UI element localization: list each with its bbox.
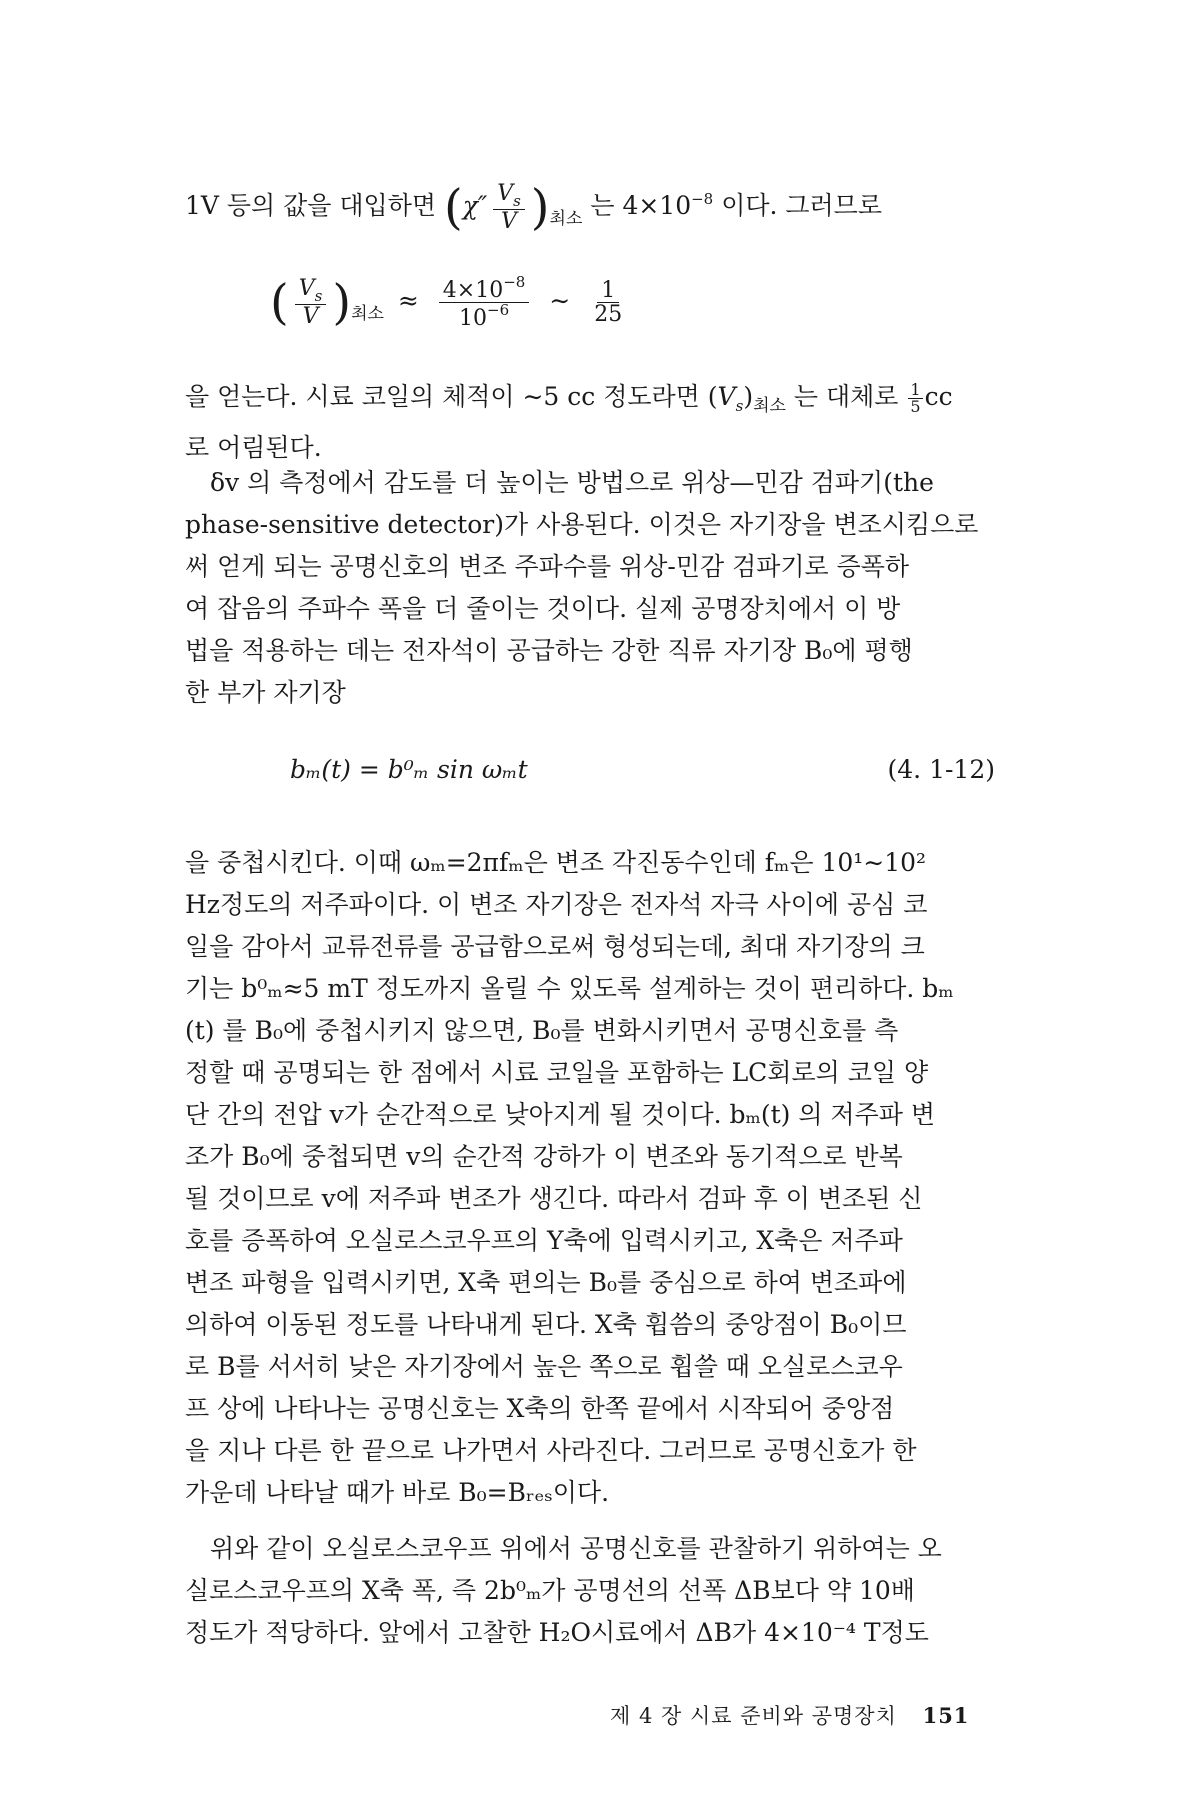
paragraph-1 [185,376,995,469]
p1-vsub: s [735,397,744,415]
frac-den: V [501,209,517,235]
p3-line: 될 것이므로 v에 저주파 변조가 생긴다. 따라서 검파 후 이 변조된 신 [185,1184,923,1213]
p1-frac-d: 5 [910,397,921,416]
paragraph-4 [185,1528,995,1654]
p1-line2: 로 어림된다. [185,433,322,462]
lhs-num-sub: s [314,286,323,305]
page-footer [610,1700,969,1730]
p1-line1-c: 는 대체로 [793,382,899,411]
p2-line5: 법을 적용하는 데는 전자석이 공급하는 강한 직류 자기장 B₀에 평행 [185,636,913,665]
top-line [185,178,995,240]
p3-line: 조가 B₀에 중첩되면 v의 순간적 강하가 이 변조와 동기적으로 반복 [185,1142,903,1171]
p3-line: Hz정도의 저주파이다. 이 변조 자기장은 전자석 자극 사이에 공심 코 [185,890,928,919]
rhs-den: 25 [594,302,623,328]
p3-line: 을 지나 다른 한 끝으로 나가면서 사라진다. 그러므로 공명신호가 한 [185,1436,917,1465]
equation-4-1-12 [185,755,995,795]
top-line-suffix: 는 4×10 [590,191,692,220]
p3-line: 변조 파형을 입력시키면, X축 편의는 B₀를 중심으로 하여 변조파에 [185,1268,907,1297]
p3-line: 정할 때 공명되는 한 점에서 시료 코일을 포함하는 LC회로의 코일 양 [185,1058,929,1087]
p3-line: 가운데 나타날 때가 바로 B₀=Bᵣₑₛ이다. [185,1478,610,1507]
p1-unit: cc [924,382,953,411]
page-number: 151 [922,1703,970,1728]
mid-den: 10 [459,306,487,332]
p1-line1-a: 을 얻는다. 시료 코일의 체적이 ∼5 cc 정도라면 ( [185,382,718,411]
p3-line: 을 중첩시킨다. 이때 ωₘ=2πfₘ은 변조 각진동수인데 fₘ은 10¹∼10² [185,848,927,877]
approx-sign: ≈ [397,286,419,316]
equation-number: (4. 1-12) [887,755,995,784]
paragraph-3 [185,842,995,1514]
top-line-prefix: 1V 등의 값을 대입하면 [185,191,437,220]
p3-line: 프 상에 나타나는 공명신호는 X축의 한쪽 끝에서 시작되어 중앙점 [185,1394,895,1423]
p3-line: 단 간의 전압 v가 순간적으로 낮아지게 될 것이다. bₘ(t) 의 저주파 변 [185,1100,935,1129]
frac-num: V [497,180,514,206]
rhs-num: 1 [597,279,619,303]
mid-num-exp: −8 [503,273,526,291]
p3-line: 일을 감아서 교류전류를 공급함으로써 형성되는데, 최대 자기장의 크 [185,932,925,961]
display-equation: ( $\frac{V_s}{V}$ )$_{최소}$ ≈ $\frac{4\times 10^{-8}}{10^{-6}}$ ∼ $\frac{1}{25}$ [270,275,632,330]
top-line-end: 이다. 그러므로 [721,191,882,220]
p1-min-sub: 최소 [753,396,786,416]
one-fifth-fraction [908,382,922,415]
p1-frac-n: 1 [910,380,921,399]
p3-line: 로 B를 서서히 낮은 자기장에서 높은 쪽으로 휩쓸 때 오실로스코우 [185,1352,903,1381]
p3-line: 호를 증폭하여 오실로스코우프의 Y축에 입력시키고, X축은 저주파 [185,1226,903,1255]
vs-over-v-fraction [493,182,525,234]
p4-line: 실로스코우프의 X축 폭, 즉 2b⁰ₘ가 공명선의 선폭 ΔB보다 약 10배 [185,1576,915,1605]
lhs-den: V [302,304,319,330]
min-subscript: 최소 [549,209,583,229]
p2-line2: phase-sensitive detector)가 사용된다. 이것은 자기장을 변조시킴으로 [185,510,979,539]
lhs-sub: 최소 [351,304,384,325]
frac-num-sub: s [513,191,521,210]
lhs-num: V [298,275,315,301]
mid-den-exp: −6 [487,301,510,320]
top-line-exp: −8 [691,190,714,208]
p1-line1-b: ) [743,382,754,411]
p2-line3: 써 얻게 되는 공명신호의 변조 주파수를 위상-민감 검파기로 증폭하 [185,552,910,581]
p3-line: 의하여 이동된 정도를 나타내게 된다. X축 휩씀의 중앙점이 B₀이므 [185,1310,907,1339]
chapter-title: 제 4 장 시료 준비와 공명장치 [610,1704,897,1728]
p4-line: 정도가 적당하다. 앞에서 고찰한 H₂O시료에서 ΔB가 4×10⁻⁴ T정도 [185,1618,929,1647]
p3-line: (t) 를 B₀에 중첩시키지 않으면, B₀를 변화시키면서 공명신호를 측 [185,1016,899,1045]
p1-v: V [717,382,736,411]
p2-line6: 한 부가 자기장 [185,678,346,707]
p2-line1: δv 의 측정에서 감도를 더 높이는 방법으로 위상—민감 검파기(the [210,468,934,497]
mid-num: 4×10 [442,278,504,303]
left-paren: ( [443,179,463,236]
p4-line: 위와 같이 오실로스코우프 위에서 공명신호를 관찰하기 위하여는 오 [210,1534,942,1563]
equation-expression: bₘ(t) = b⁰ₘ sin ωₘt [290,755,528,784]
p3-line: 기는 b⁰ₘ≈5 mT 정도까지 올릴 수 있도록 설계하는 것이 편리하다. bₘ [185,974,954,1003]
right-paren: ) [530,179,550,236]
tilde-sign: ∼ [549,286,571,316]
paragraph-2 [185,462,995,714]
p2-line4: 여 잡음의 주파수 폭을 더 줄이는 것이다. 실제 공명장치에서 이 방 [185,594,901,623]
chi-symbol: χ″ [462,191,488,220]
